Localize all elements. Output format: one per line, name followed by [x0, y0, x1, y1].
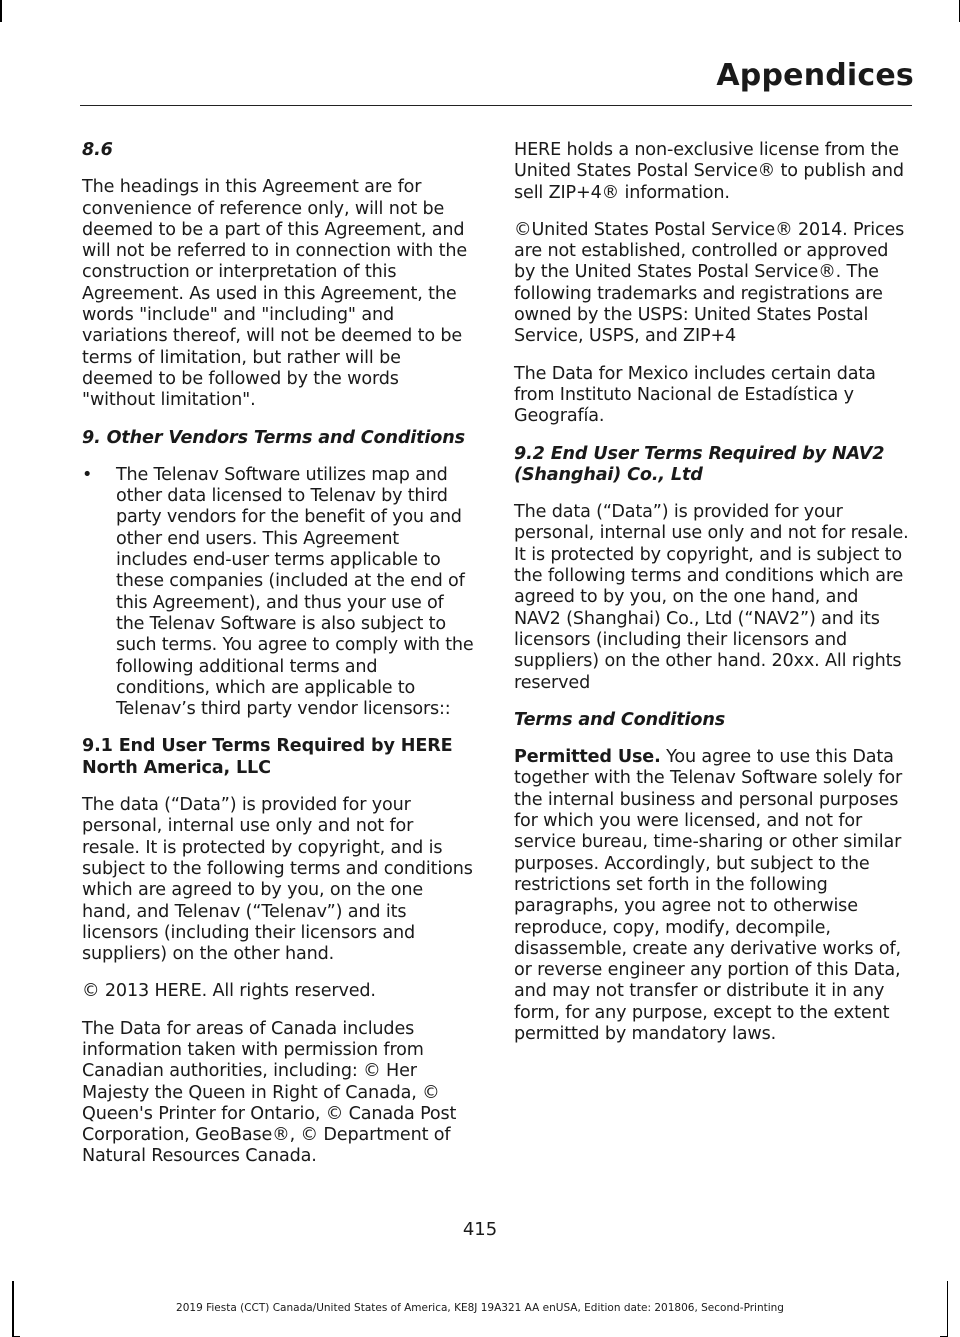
header-divider	[80, 105, 912, 106]
section-9-1-heading: 9.1 End User Terms Required by HERE North America, LLC	[82, 736, 453, 778]
section-9-bullet-text: The Telenav Software utilizes map and other data licensed to Telenav by third party vendors for the benefit of you and other end users. This Agreement includes end-user terms applicable to these companies (included at the end of this Agreement), and thus your use of the Telenav Software is also subject to such terms. You agree to comply with the following additional terms and conditions, which are applicable to Telenav’s third party vendor licensors::	[116, 464, 474, 720]
bullet-icon: •	[82, 464, 93, 485]
terms-heading: Terms and Conditions	[514, 709, 726, 730]
section-9-bullet-item	[82, 465, 474, 721]
mexico-data-paragraph: The Data for Mexico includes certain data from Instituto Nacional de Estadística y Geografía.	[514, 363, 876, 427]
usps-copyright-paragraph: ©United States Postal Service® 2014. Prices are not established, controlled or approved by the United States Postal Service®. The following trademarks and registrations are owned by the USPS: United States Postal Service, USPS, and ZIP+4	[514, 219, 905, 347]
section-9-2-paragraph: The data (“Data”) is provided for your personal, internal use only and not for resale. It is protected by copyright, and is subject to the following terms and conditions which are agreed to by you, on the one hand, and NAV2 (Shanghai) Co., Ltd (“NAV2”) and its licensors (including their licensors and suppliers) on the other hand. 20xx. All rights reserved	[514, 502, 909, 693]
section-8-6-paragraph: The headings in this Agreement are for convenience of reference only, will not be deemed to be a part of this Agreement, and will not be referred to in connection with the construction or interpretation of this Agreement. As used in this Agreement, the words "include" and "including" and variations thereof, will not be deemed to be terms of limitation, but rather will be deemed to be followed by the words "without limitation".	[82, 177, 467, 411]
left-column	[82, 140, 474, 1184]
section-9-heading: 9. Other Vendors Terms and Conditions	[82, 427, 465, 448]
section-9-2-heading: 9.2 End User Terms Required by NAV2 (Shanghai) Co., Ltd	[514, 443, 885, 485]
section-9-1-paragraph: The data (“Data”) is provided for your personal, internal use only and not for resale. It is protected by copyright, and is subject to the following terms and conditions which are agreed to by you, on the one hand, and Telenav (“Telenav”) and its licensors (including their licensors and suppliers) on the other hand.	[82, 795, 473, 965]
crop-mark-top-left	[0, 0, 2, 22]
page-title: Appendices	[716, 58, 914, 93]
permitted-use-label: Permitted Use.	[514, 747, 661, 768]
permitted-use-paragraph	[514, 747, 910, 1045]
usps-license-paragraph: HERE holds a non-exclusive license from the United States Postal Service® to publish and sell ZIP+4® information.	[514, 140, 904, 203]
edition-footer: 2019 Fiesta (CCT) Canada/United States of America, KE8J 19A321 AA enUSA, Edition date: 201806, Second-Printing	[176, 1302, 784, 1314]
permitted-use-text: You agree to use this Data together with the Telenav Software solely for the internal business and personal purposes for which you were licensed, and not for service bureau, time-sharing or other similar purposes. Accordingly, but subject to the restrictions set forth in the following paragraphs, you agree not to otherwise reproduce, copy, modify, decompile, disassemble, create any derivative works of, or reverse engineer any portion of this Data, and may not transfer or distribute it in any form, for any purpose, except to the extent permitted by mandatory laws.	[514, 747, 903, 1044]
page-number: 415	[462, 1219, 498, 1240]
right-column	[514, 140, 910, 1061]
here-copyright: © 2013 HERE. All rights reserved.	[82, 981, 376, 1002]
section-8-6-heading: 8.6	[82, 140, 113, 160]
canada-data-paragraph: The Data for areas of Canada includes information taken with permission from Canadian authorities, including: © Her Majesty the Queen in Right of Canada, © Queen's Printer for Ontario, © Canada Post Corporation, GeoBase®, © Department of Natural Resources Canada.	[82, 1018, 457, 1167]
